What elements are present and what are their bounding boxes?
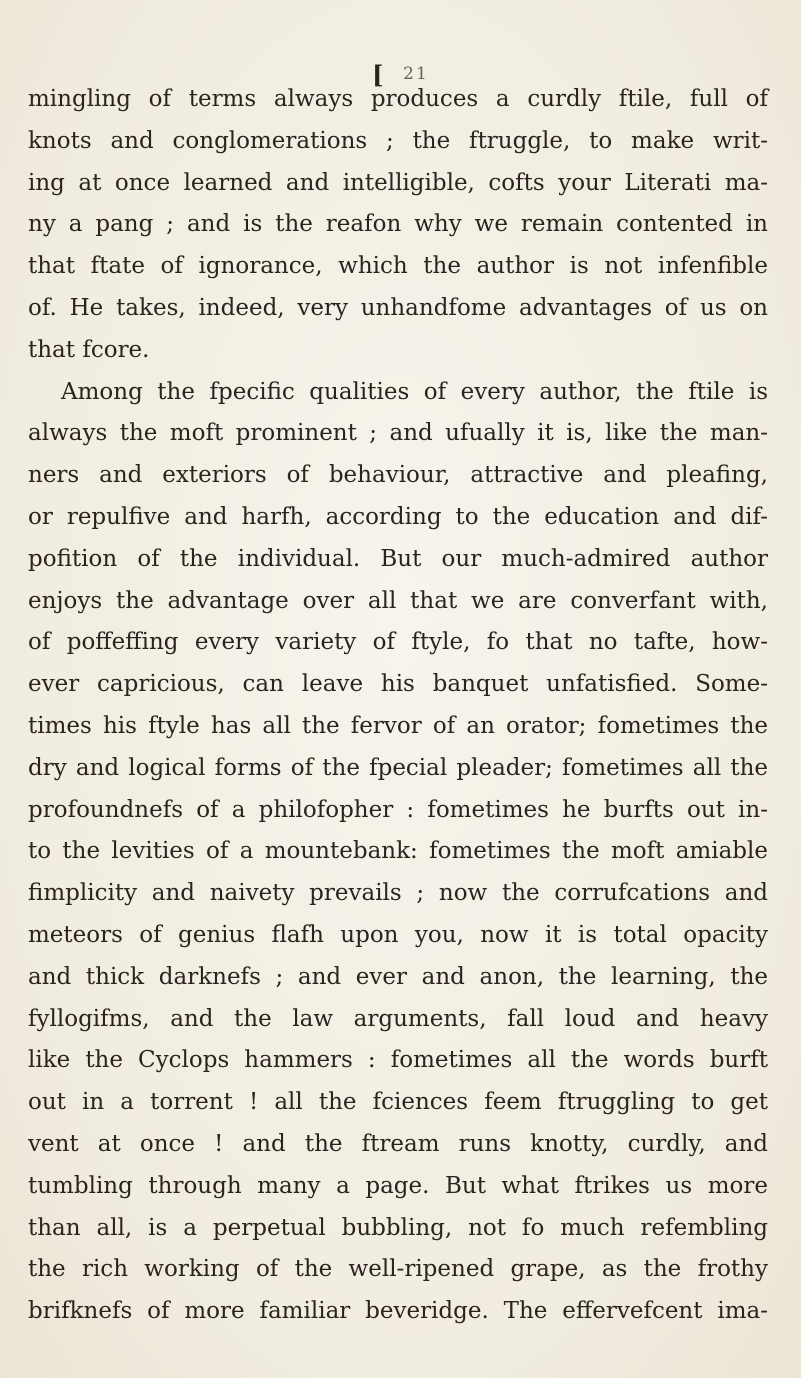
text-line: ing at once learned and intelligible, cofts your Literati ma- bbox=[28, 169, 768, 196]
text-line: tumbling through many a page. But what ftrikes us more bbox=[28, 1172, 768, 1199]
text-line: Among the fpecific qualities of every author, the ftile is bbox=[61, 378, 768, 405]
text-line: of. He takes, indeed, very unhandfome advantages of us on bbox=[28, 294, 768, 321]
text-line: brifknefs of more familiar beveridge. The effervefcent ima- bbox=[28, 1298, 768, 1325]
text-line: fimplicity and naivety prevails ; now the corrufcations and bbox=[28, 880, 768, 907]
page-number: 21 bbox=[403, 64, 429, 84]
text-line: of poffeffing every variety of ftyle, fo that no tafte, how- bbox=[28, 629, 768, 656]
text-line: or repulfive and harfh, according to the education and dif- bbox=[28, 503, 768, 530]
text-line: vent at once ! and the ftream runs knotty, curdly, and bbox=[28, 1130, 768, 1157]
text-line: meteors of genius flafh upon you, now it is total opacity bbox=[28, 921, 768, 948]
text-line: the rich working of the well-ripened grape, as the frothy bbox=[28, 1256, 768, 1283]
text-line: out in a torrent ! all the fciences feem ftruggling to get bbox=[28, 1089, 768, 1116]
text-line: pofition of the individual. But our much-admired author bbox=[28, 545, 768, 572]
text-line: times his ftyle has all the fervor of an orator; fometimes the bbox=[28, 712, 768, 739]
header-bracket: [ bbox=[372, 60, 386, 89]
text-line: ny a pang ; and is the reafon why we remain contented in bbox=[28, 211, 768, 238]
text-line: always the moft prominent ; and ufually it is, like the man- bbox=[28, 420, 768, 447]
text-line: mingling of terms always produces a curdly ftile, full of bbox=[28, 86, 768, 112]
text-line: ners and exteriors of behaviour, attractive and pleafing, bbox=[28, 462, 768, 489]
text-line: dry and logical forms of the fpecial pleader; fometimes all the bbox=[28, 754, 768, 781]
body-text bbox=[28, 79, 768, 1333]
text-line: like the Cyclops hammers : fometimes all the words burft bbox=[28, 1047, 768, 1074]
text-line: ever capricious, can leave his banquet unfatisfied. Some- bbox=[28, 671, 768, 698]
text-line: than all, is a perpetual bubbling, not fo much refembling bbox=[28, 1214, 768, 1241]
text-line: fyllogifms, and the law arguments, fall loud and heavy bbox=[28, 1005, 768, 1032]
text-line: and thick darknefs ; and ever and anon, the learning, the bbox=[28, 963, 768, 990]
text-line: enjoys the advantage over all that we are converfant with, bbox=[28, 587, 768, 614]
text-line: knots and conglomerations ; the ftruggle, to make writ- bbox=[28, 127, 768, 154]
text-line: that ftate of ignorance, which the author is not infenfible bbox=[28, 253, 768, 280]
text-line: to the levities of a mountebank: fometimes the moft amiable bbox=[28, 838, 768, 865]
text-line: that fcore. bbox=[28, 336, 150, 363]
text-line: profoundnefs of a philofopher : fometimes he burfts out in- bbox=[28, 796, 768, 823]
